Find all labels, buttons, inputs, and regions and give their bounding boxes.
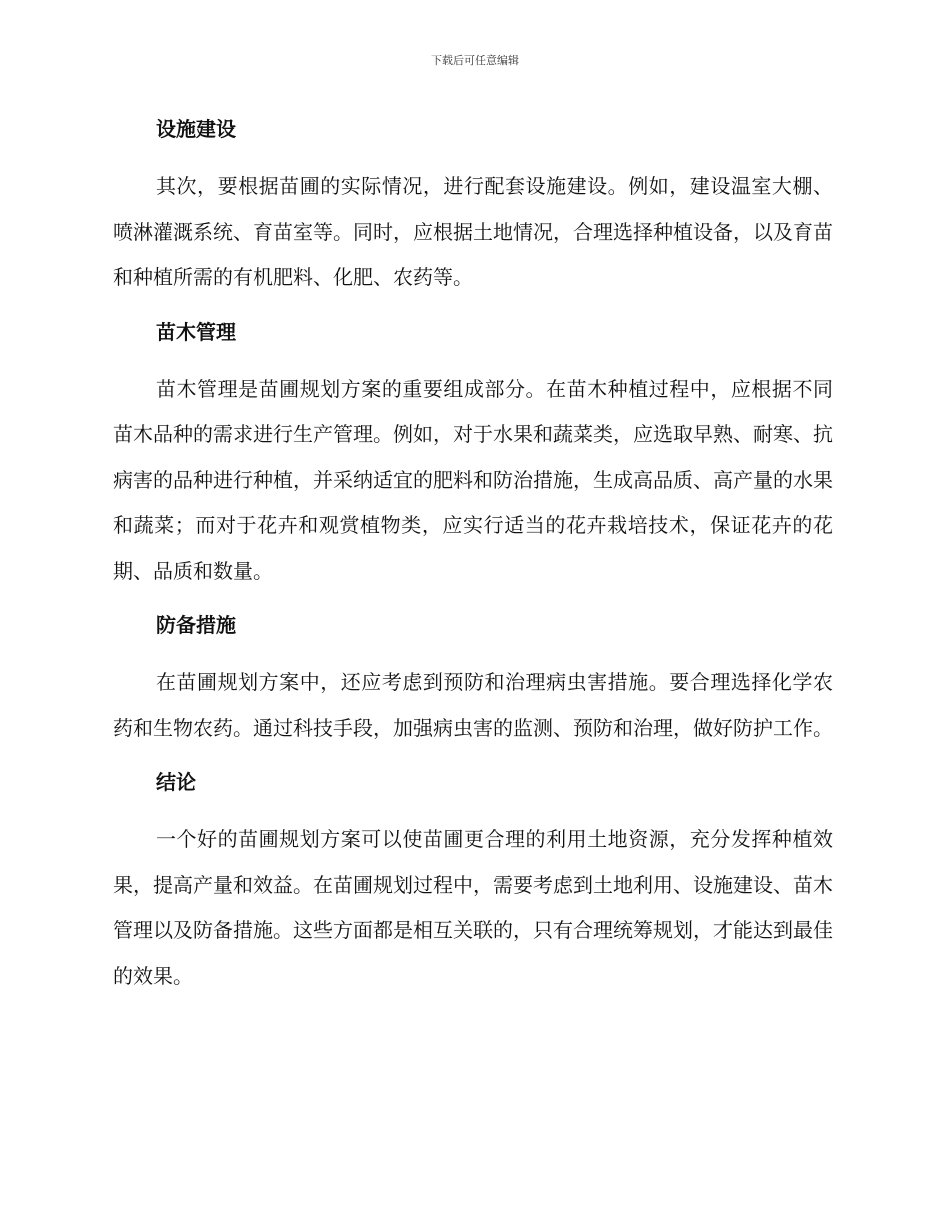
section-heading-seedling-management: 苗木管理 xyxy=(156,319,236,344)
section-paragraph-seedling-management: 苗木管理是苗圃规划方案的重要组成部分。在苗木种植过程中，应根据不同苗木品种的需求进行生产管理。例如，对于水果和蔬菜类，应选取早熟、耐寒、抗病害的品种进行种植，并采纳适宜的肥料和防治措施，生成高品质、高产量的水果和蔬菜；而对于花卉和观赏植物类，应实行适当的花卉栽培技术，保证花卉的花期、品质和数量。 xyxy=(113,376,833,583)
section-heading-facilities: 设施建设 xyxy=(156,117,236,141)
section-paragraph-prevention: 在苗圃规划方案中，还应考虑到预防和治理病虫害措施。要合理选择化学农药和生物农药。通过科技手段，加强病虫害的监测、预防和治理，做好防护工作。 xyxy=(113,670,833,740)
section-heading-conclusion: 结论 xyxy=(156,770,196,794)
document-body xyxy=(113,112,833,999)
page-header-note: 下载后可任意编辑 xyxy=(431,54,519,67)
section-paragraph-facilities: 其次，要根据苗圃的实际情况，进行配套设施建设。例如，建设温室大棚、喷淋灌溉系统、育苗室等。同时，应根据土地情况，合理选择种植设备，以及育苗和种植所需的有机肥料、化肥、农药等。 xyxy=(113,174,833,289)
section-paragraph-conclusion: 一个好的苗圃规划方案可以使苗圃更合理的利用土地资源，充分发挥种植效果，提高产量和效益。在苗圃规划过程中，需要考虑到土地利用、设施建设、苗木管理以及防备措施。这些方面都是相互关联的，只有合理统筹规划，才能达到最佳的效果。 xyxy=(113,827,833,988)
section-heading-prevention: 防备措施 xyxy=(156,613,236,637)
